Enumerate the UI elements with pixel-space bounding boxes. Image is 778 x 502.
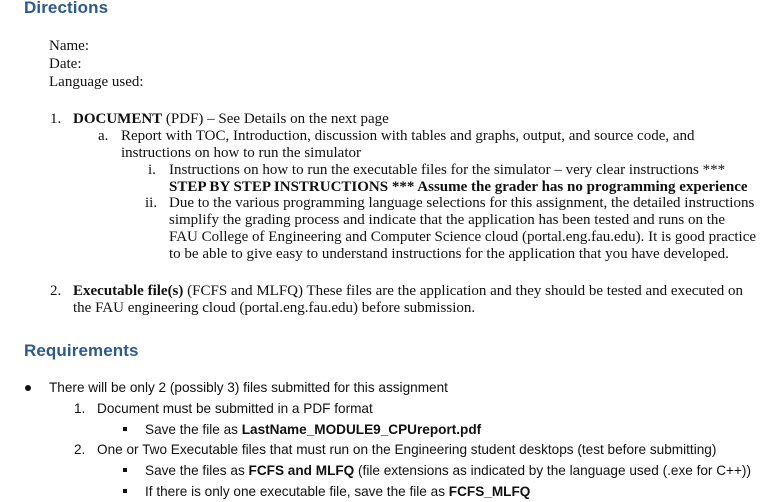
date-field-label: Date:: [49, 56, 82, 72]
item-1a-ii-line-2: simplify the grading process and indicate that the application has been tested and runs on the: [169, 212, 726, 228]
item-2-bold: Executable file(s): [73, 283, 184, 299]
item-1a-ii-line-3: FAU College of Engineering and Computer Science cloud (portal.eng.fau.edu). It is good practice: [169, 229, 757, 245]
sub-2-number: 2.: [74, 442, 86, 457]
sub-1-save-filename: LastName_MODULE9_CPUreport.pdf: [241, 422, 482, 437]
sub-2-save-line-2: [145, 483, 530, 500]
sub-2-text: One or Two Executable files that must run on the Engineering student desktops (test before submitting): [97, 442, 717, 457]
item-1a-marker: a.: [98, 128, 109, 144]
square-bullet-2: [123, 468, 127, 472]
bullet-dot: [25, 385, 31, 391]
square-bullet-1: [123, 427, 127, 431]
item-1a-line-1: Report with TOC, Introduction, discussion with tables and graphs, output, and source code, and: [121, 128, 695, 144]
item-1a-i-marker: i.: [148, 162, 156, 178]
sub-2-save-prefix: Save the files as: [145, 463, 249, 478]
sub-2-save-suffix: (file extensions as indicated by the language used (.exe for C++)): [354, 463, 751, 478]
item-2-line-2: the FAU engineering cloud (portal.eng.fau.edu) before submission.: [73, 300, 476, 316]
name-field-label: Name:: [49, 38, 89, 54]
sub-1-text: Document must be submitted in a PDF format: [97, 401, 373, 416]
item-1-number: 1.: [50, 111, 62, 127]
requirements-heading: Requirements: [24, 341, 139, 360]
item-1a-ii-line-1: Due to the various programming language selections for this assignment, the detailed instructions: [169, 195, 755, 211]
item-1a-i-line-2: STEP BY STEP INSTRUCTIONS *** Assume the grader has no programming experience: [169, 179, 748, 195]
item-1a-line-2: instructions on how to run the simulator: [121, 145, 361, 161]
sub-1-number: 1.: [74, 401, 86, 416]
sub-2-save-names: FCFS and MLFQ: [248, 463, 355, 478]
sub-1-save-prefix: Save the file as: [145, 422, 242, 437]
item-2-line-1: [73, 283, 743, 300]
sub-2-single-filename: FCFS_MLFQ: [448, 484, 531, 499]
bullet-text: There will be only 2 (possibly 3) files submitted for this assignment: [49, 380, 448, 395]
language-field-label: Language used:: [49, 74, 144, 90]
square-bullet-3: [123, 489, 127, 493]
item-1-bold: DOCUMENT: [73, 111, 163, 127]
item-2-rest: (FCFS and MLFQ) These files are the application and they should be tested and executed on: [183, 283, 743, 299]
sub-1-save-line: [145, 421, 481, 438]
sub-2-single-prefix: If there is only one executable file, save the file as: [145, 484, 449, 499]
sub-2-save-line-1: [145, 462, 751, 479]
item-2-number: 2.: [50, 283, 62, 299]
item-1-rest: (PDF) – See Details on the next page: [162, 111, 389, 127]
item-1a-ii-marker: ii.: [145, 195, 158, 211]
item-1a-i-line-1: Instructions on how to run the executable files for the simulator – very clear instructions ***: [169, 162, 726, 178]
item-1-text: [73, 111, 389, 128]
item-1a-ii-line-4: to be able to give easy to understand instructions for the application that you have developed.: [169, 246, 729, 262]
directions-heading: Directions: [24, 0, 109, 17]
